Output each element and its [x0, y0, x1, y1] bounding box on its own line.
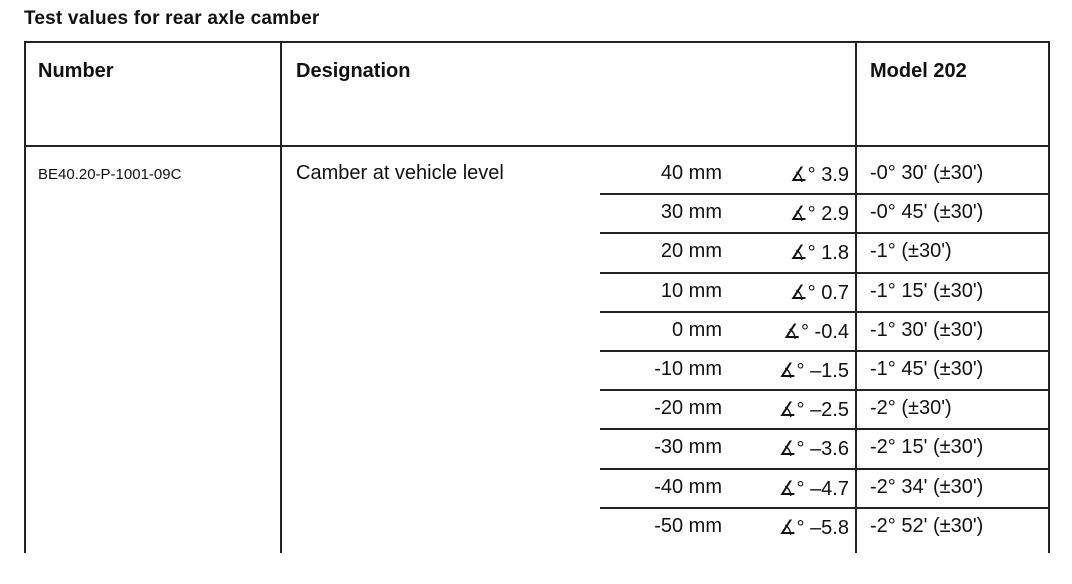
angle-value: ∡° –3.6 [778, 438, 849, 461]
angle-value: ∡° 0.7 [789, 281, 849, 304]
row-divider [600, 272, 1050, 274]
row-divider [600, 232, 1050, 234]
page-title: Test values for rear axle camber [24, 8, 320, 29]
height-value: -30 mm [654, 436, 722, 459]
camber-value: -2° 52' (±30') [870, 514, 984, 537]
header-designation: Designation [296, 60, 411, 82]
camber-value: -2° 15' (±30') [870, 436, 984, 459]
row-divider [600, 311, 1050, 313]
height-value: -20 mm [654, 397, 722, 420]
camber-value: -1° 45' (±30') [870, 358, 984, 380]
camber-value: -2° (±30') [870, 397, 952, 420]
header-model: Model 202 [870, 60, 967, 82]
angle-value: ∡° 2.9 [789, 203, 849, 226]
row-divider [600, 507, 1050, 509]
camber-value: -2° 34' (±30') [870, 475, 984, 498]
camber-value: -1° (±30') [870, 240, 952, 263]
angle-value: ∡° –2.5 [778, 399, 849, 422]
height-value: 40 mm [660, 162, 722, 184]
row-divider [600, 193, 1050, 195]
height-value: -50 mm [654, 514, 722, 537]
row-divider [600, 350, 1050, 352]
angle-value: ∡° 1.8 [789, 242, 849, 265]
angle-value: ∡° -0.4 [783, 320, 849, 343]
angle-value: ∡° –5.8 [778, 516, 849, 539]
angle-value: ∡° –1.5 [778, 360, 849, 382]
height-value: 30 mm [660, 201, 722, 224]
header-bottom-border [24, 145, 1050, 147]
angle-value: ∡° 3.9 [789, 164, 849, 186]
height-value: 0 mm [672, 318, 722, 341]
height-value: -40 mm [654, 475, 722, 498]
height-value: -10 mm [654, 358, 722, 380]
row-divider [600, 428, 1050, 430]
camber-value: -0° 45' (±30') [870, 201, 984, 224]
column-divider-2 [855, 41, 857, 553]
height-value: 20 mm [660, 240, 722, 263]
camber-value: -0° 30' (±30') [870, 162, 984, 184]
table-right-border [1048, 41, 1050, 553]
table-top-border [24, 41, 1050, 43]
row-designation: Camber at vehicle level [296, 162, 504, 184]
camber-value: -1° 15' (±30') [870, 279, 984, 302]
height-value: 10 mm [660, 279, 722, 302]
column-divider-1 [280, 41, 282, 553]
row-divider [600, 468, 1050, 470]
angle-value: ∡° –4.7 [778, 477, 849, 500]
camber-value: -1° 30' (±30') [870, 318, 984, 341]
table-left-border [24, 41, 26, 553]
row-divider [600, 389, 1050, 391]
header-number: Number [38, 60, 114, 82]
row-number: BE40.20-P-1001-09C [38, 166, 182, 183]
